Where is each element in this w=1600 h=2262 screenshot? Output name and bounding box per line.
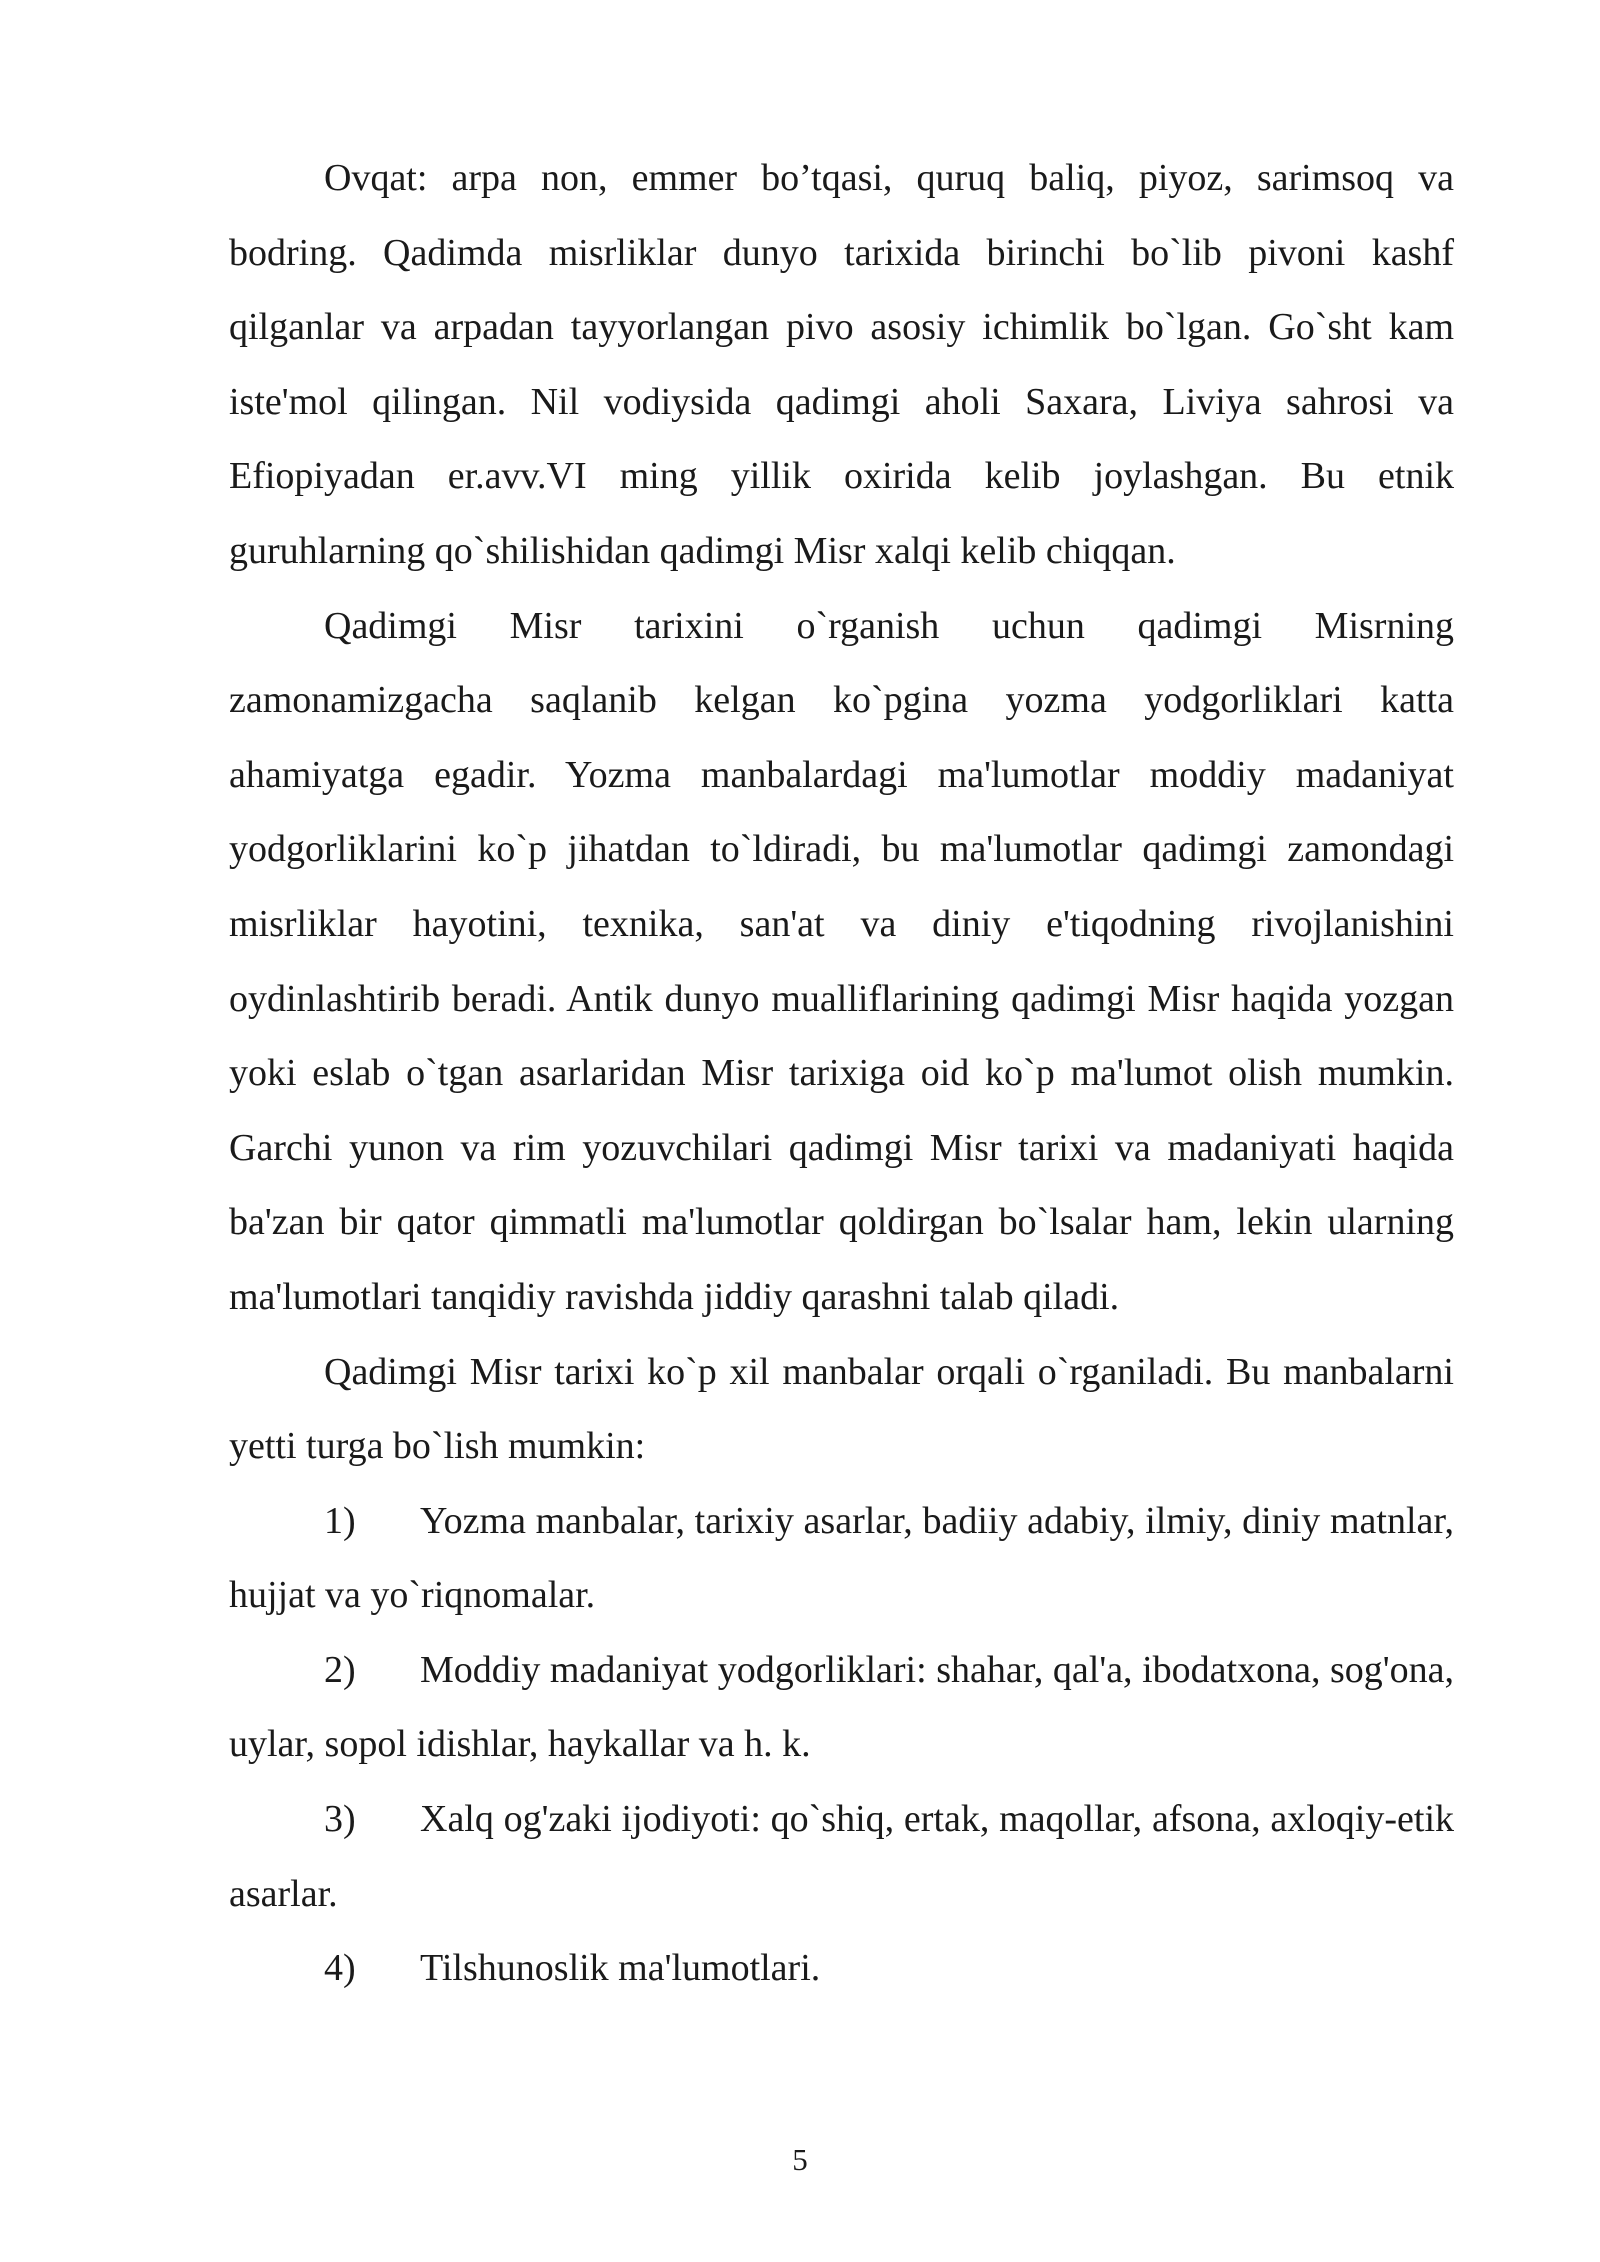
list-item: [229, 1782, 1454, 1931]
paragraph-source-types: Qadimgi Misr tarixi ko`p xil manbalar orqali o`rganiladi. Bu manbalarni yetti turga bo`lish mumkin:: [229, 1350, 1454, 1468]
list-item-text: Moddiy madaniyat yodgorliklari: shahar, qal'a, ibodatxona, sog'ona, uylar, sopol idishlar, haykallar va h. k.: [229, 1648, 1454, 1766]
page-number: 5: [792, 2142, 808, 2177]
list-item: [229, 1931, 1454, 2006]
list-item-text: Tilshunoslik ma'lumotlari.: [420, 1947, 821, 1990]
list-item-text: Xalq og'zaki ijodiyoti: qo`shiq, ertak, maqollar, afsona, axloqiy-etik asarlar.: [229, 1798, 1454, 1915]
list-item-text: Yozma manbalar, tarixiy asarlar, badiiy adabiy, ilmiy, diniy matnlar, hujjat va yo`riqnomalar.: [229, 1499, 1454, 1617]
list-item: [229, 1484, 1454, 1633]
paragraph-written-sources: Qadimgi Misr tarixini o`rganish uchun qadimgi Misrning zamonamizgacha saqlanib kelgan ko`pgina yozma yodgorliklari katta ahamiyatga egadir. Yozma manbalardagi ma'lumotlar moddiy madaniyat yodgorliklarini ko`p jihatdan to`ldiradi, bu ma'lumotlar qadimgi zamondagi misrliklar hayotini, texnika, san'at va diniy e'tiqodning rivojlanishini oydinlashtirib beradi. Antik dunyo mualliflarining qadimgi Misr haqida yozgan yoki eslab o`tgan asarlaridan Misr tarixiga oid ko`p ma'lumot olish mumkin. Garchi yunon va rim yozuvchilari qadimgi Misr tarixi va madaniyati haqida ba'zan bir qator qimmatli ma'lumotlar qoldirgan bo`lsalar ham, lekin ularning ma'lumotlari tanqidiy ravishda jiddiy qarashni talab qiladi.: [229, 604, 1454, 1318]
list-item-number: 4): [324, 1947, 356, 1990]
page-body: [229, 141, 1454, 2006]
list-item-number: 2): [324, 1648, 356, 1691]
list-item-number: 3): [324, 1798, 356, 1841]
list-item-number: 1): [324, 1499, 356, 1542]
paragraph-food: Ovqat: arpa non, emmer bo’tqasi, quruq baliq, piyoz, sarimsoq va bodring. Qadimda misrliklar dunyo tarixida birinchi bo`lib pivoni kashf qilganlar va arpadan tayyorlangan pivo asosiy ichimlik bo`lgan. Go`sht kam iste'mol qilingan. Nil vodiysida qadimgi aholi Saxara, Liviya sahrosi va Efiopiyadan er.avv.VI ming yillik oxirida kelib joylashgan. Bu etnik guruhlarning qo`shilishidan qadimgi Misr xalqi kelib chiqqan.: [229, 157, 1454, 572]
list-item: [229, 1633, 1454, 1782]
